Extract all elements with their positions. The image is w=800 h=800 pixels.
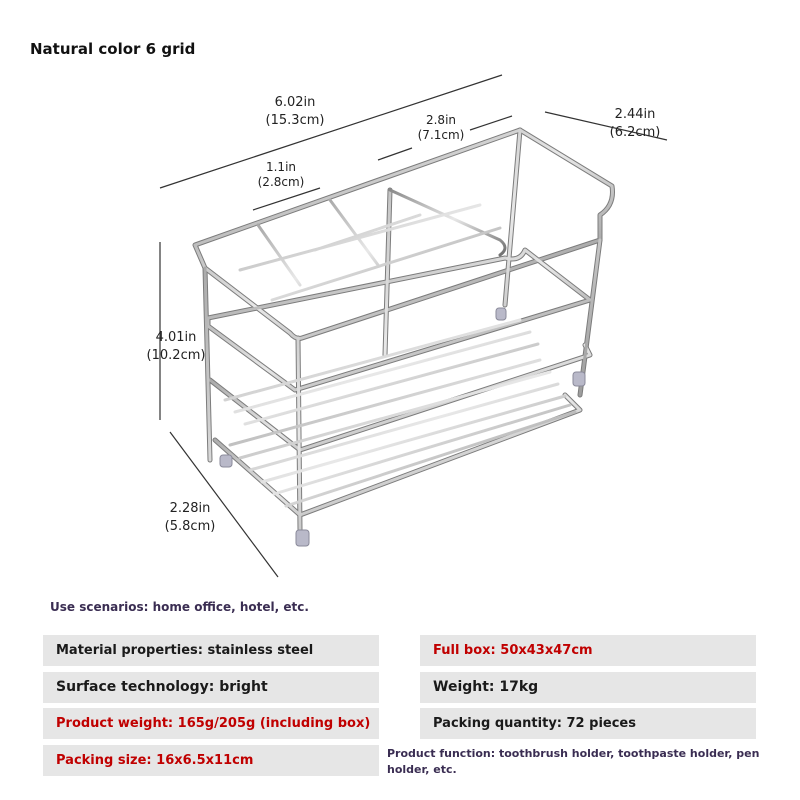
small-compartment-cm: (2.8cm): [257, 175, 305, 189]
spec-packing-quantity: Packing quantity: 72 pieces: [420, 708, 756, 739]
height-in: 4.01in: [155, 330, 197, 345]
height-dimension-label: [136, 329, 216, 365]
length-in: 6.02in: [274, 95, 316, 110]
small-compartment-label: [244, 160, 318, 190]
spec-product-weight: Product weight: 165g/205g (including box): [43, 708, 379, 739]
width-in: 2.44in: [614, 107, 656, 122]
large-compartment-cm: (7.1cm): [417, 128, 465, 142]
spec-full-box: Full box: 50x43x47cm: [420, 635, 756, 666]
length-dimension-label: [258, 94, 332, 130]
use-scenarios: Use scenarios: home office, hotel, etc.: [50, 600, 309, 614]
spec-weight: Weight: 17kg: [420, 672, 756, 703]
length-cm: (15.3cm): [265, 113, 325, 128]
height-cm: (10.2cm): [146, 348, 206, 363]
product-title: Natural color 6 grid: [30, 40, 196, 58]
width-dimension-label: [598, 106, 672, 142]
small-compartment-in: 1.1in: [265, 160, 297, 174]
spec-material: Material properties: stainless steel: [43, 635, 379, 666]
depth-cm: (5.8cm): [164, 519, 216, 534]
depth-dimension-label: [150, 500, 230, 536]
spec-packing-size: Packing size: 16x6.5x11cm: [43, 745, 379, 776]
depth-in: 2.28in: [169, 501, 211, 516]
spec-product-function: Product function: toothbrush holder, toothpaste holder, pen holder, etc.: [387, 747, 760, 776]
large-compartment-line-left: [378, 148, 412, 160]
spec-surface: Surface technology: bright: [43, 672, 379, 703]
rack-wireframe: [195, 130, 613, 530]
large-compartment-label: [404, 113, 478, 143]
large-compartment-in: 2.8in: [425, 113, 457, 127]
width-cm: (6.2cm): [609, 125, 661, 140]
